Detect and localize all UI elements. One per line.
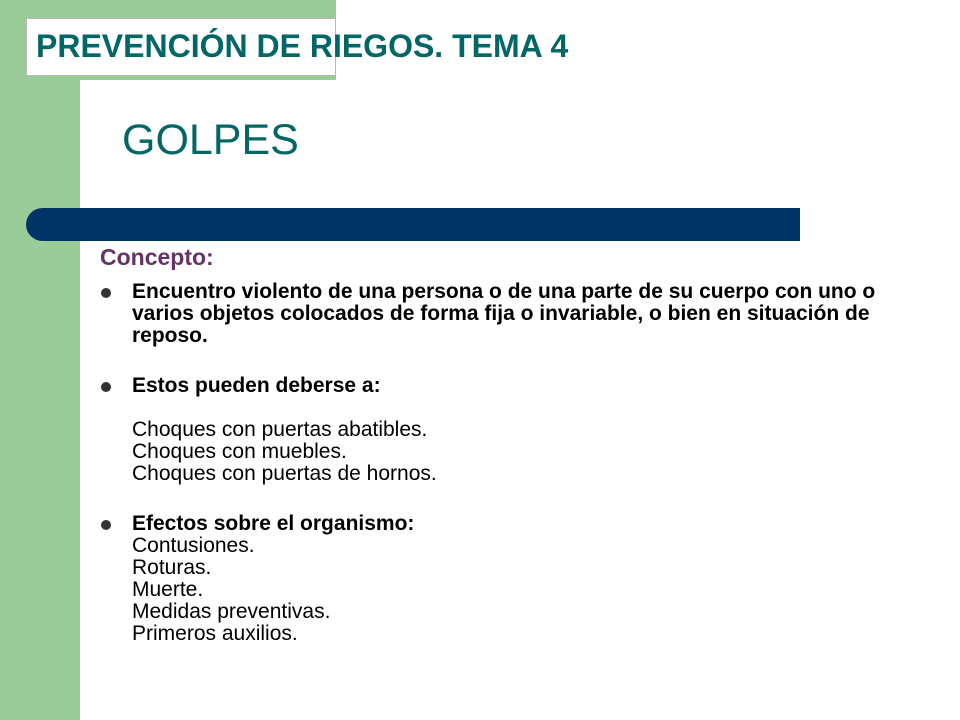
title-underline-bar xyxy=(26,208,800,241)
sub-line: Contusiones. xyxy=(132,534,255,557)
sub-line: Primeros auxilios. xyxy=(132,622,298,645)
bullet-text: Efectos sobre el organismo: xyxy=(132,512,415,535)
bullet-list xyxy=(100,281,900,645)
slide-content xyxy=(100,244,900,673)
slide-title: GOLPES xyxy=(122,116,299,164)
bullet-item-effects xyxy=(100,513,900,645)
sub-line: Medidas preventivas. xyxy=(132,600,331,623)
header-title: PREVENCIÓN DE RIEGOS. TEMA 4 xyxy=(36,28,569,64)
line-spacer xyxy=(132,397,900,419)
bullet-dot-icon xyxy=(101,382,111,392)
sub-line: Choques con puertas de hornos. xyxy=(132,462,437,485)
bullet-text: Estos pueden deberse a: xyxy=(132,374,381,397)
sub-line: Roturas. xyxy=(132,556,212,579)
bullet-item-definition xyxy=(100,281,900,347)
section-label: Concepto: xyxy=(100,244,214,270)
sub-line: Choques con muebles. xyxy=(132,440,347,463)
bullet-dot-icon xyxy=(101,288,111,298)
bullet-item-causes xyxy=(100,375,900,485)
sub-line: Choques con puertas abatibles. xyxy=(132,418,428,441)
sub-line: Muerte. xyxy=(132,578,204,601)
left-green-strip xyxy=(0,0,80,720)
bullet-text: Encuentro violento de una persona o de una parte de su cuerpo con uno o varios objetos colocados de forma fija o invariable, o bien en situación de reposo. xyxy=(132,280,876,347)
bullet-dot-icon xyxy=(101,520,111,530)
